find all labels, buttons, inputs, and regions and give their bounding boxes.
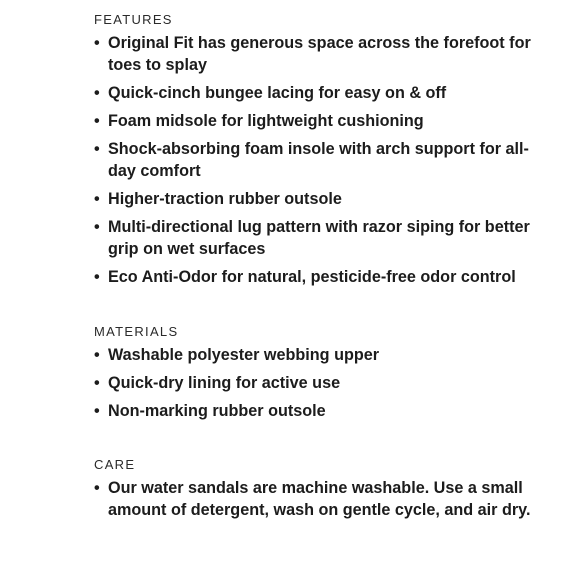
list-item [94, 266, 540, 288]
list-item [94, 188, 540, 210]
list-item-text: Washable polyester webbing upper [108, 346, 380, 364]
care-heading: CARE [94, 457, 136, 472]
bullet-icon: • [94, 84, 100, 102]
bullet-icon: • [94, 112, 100, 130]
bullet-icon: • [94, 479, 100, 497]
care-list [94, 477, 540, 521]
list-item [94, 400, 540, 422]
list-item [94, 477, 540, 521]
list-item [94, 110, 540, 132]
list-item-text: Foam midsole for lightweight cushioning [108, 112, 424, 130]
list-item [94, 344, 540, 366]
list-item-text: Higher-traction rubber outsole [108, 190, 342, 208]
bullet-icon: • [94, 346, 100, 364]
bullet-icon: • [94, 34, 100, 52]
list-item-text: Shock-absorbing foam insole with arch support for all-day comfort [108, 140, 529, 180]
materials-list [94, 344, 540, 422]
materials-heading: MATERIALS [94, 324, 179, 339]
bullet-icon: • [94, 190, 100, 208]
list-item-text: Our water sandals are machine washable. Use a small amount of detergent, wash on gentle cycle, and air dry. [108, 479, 531, 519]
list-item-text: Eco Anti-Odor for natural, pesticide-free odor control [108, 268, 516, 286]
list-item-text: Quick-cinch bungee lacing for easy on & off [108, 84, 447, 102]
list-item [94, 82, 540, 104]
care-section [94, 457, 540, 521]
bullet-icon: • [94, 402, 100, 420]
list-item [94, 138, 540, 182]
list-item [94, 372, 540, 394]
list-item-text: Multi-directional lug pattern with razor siping for better grip on wet surfaces [108, 218, 530, 258]
features-list [94, 32, 540, 288]
list-item [94, 216, 540, 260]
list-item [94, 32, 540, 76]
features-heading: FEATURES [94, 12, 173, 27]
materials-section [94, 324, 540, 422]
bullet-icon: • [94, 268, 100, 286]
bullet-icon: • [94, 140, 100, 158]
list-item-text: Non-marking rubber outsole [108, 402, 326, 420]
features-section [94, 12, 540, 288]
list-item-text: Quick-dry lining for active use [108, 374, 341, 392]
list-item-text: Original Fit has generous space across the forefoot for toes to splay [108, 34, 531, 74]
bullet-icon: • [94, 218, 100, 236]
bullet-icon: • [94, 374, 100, 392]
